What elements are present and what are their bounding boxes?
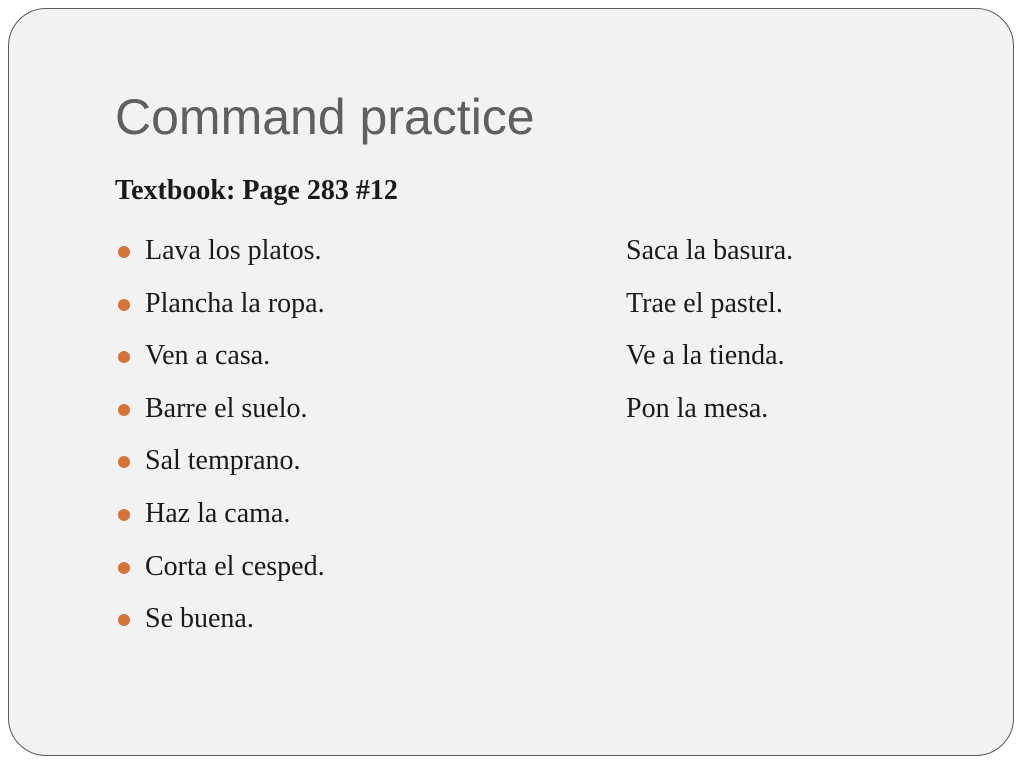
list-item xyxy=(115,488,325,541)
list-item: Trae el pastel. xyxy=(626,287,783,319)
bullet-icon xyxy=(118,562,130,574)
list-item xyxy=(115,225,325,278)
list-item: Pon la mesa. xyxy=(626,392,769,424)
list-item-text: Ven a casa. xyxy=(145,340,271,372)
list-item-text: Barre el suelo. xyxy=(145,392,308,424)
command-list-right xyxy=(626,225,793,435)
bullet-icon xyxy=(118,614,130,626)
list-item-text: Corta el cesped. xyxy=(145,550,325,582)
list-item-text: Sal temprano. xyxy=(145,445,301,477)
bullet-icon xyxy=(118,351,130,363)
slide-title: Command practice xyxy=(115,89,535,145)
list-item-text: Haz la cama. xyxy=(145,497,291,529)
bullet-icon xyxy=(118,404,130,416)
command-list-left xyxy=(115,225,325,646)
textbook-reference: Textbook: Page 283 #12 xyxy=(115,175,398,206)
list-item-text: Plancha la ropa. xyxy=(145,287,325,319)
list-item-text: Se buena. xyxy=(145,603,254,635)
list-item xyxy=(115,435,325,488)
list-item xyxy=(115,278,325,331)
list-item: Saca la basura. xyxy=(626,235,794,266)
list-item-text: Lava los platos. xyxy=(145,235,322,266)
list-item: Ve a la tienda. xyxy=(626,340,785,372)
list-item xyxy=(115,383,325,436)
list-item xyxy=(115,541,325,594)
list-item xyxy=(115,330,325,383)
bullet-icon xyxy=(118,456,130,468)
bullet-icon xyxy=(118,509,130,521)
bullet-icon xyxy=(118,246,130,258)
slide xyxy=(8,8,1014,756)
list-item xyxy=(115,593,325,646)
bullet-icon xyxy=(118,299,130,311)
